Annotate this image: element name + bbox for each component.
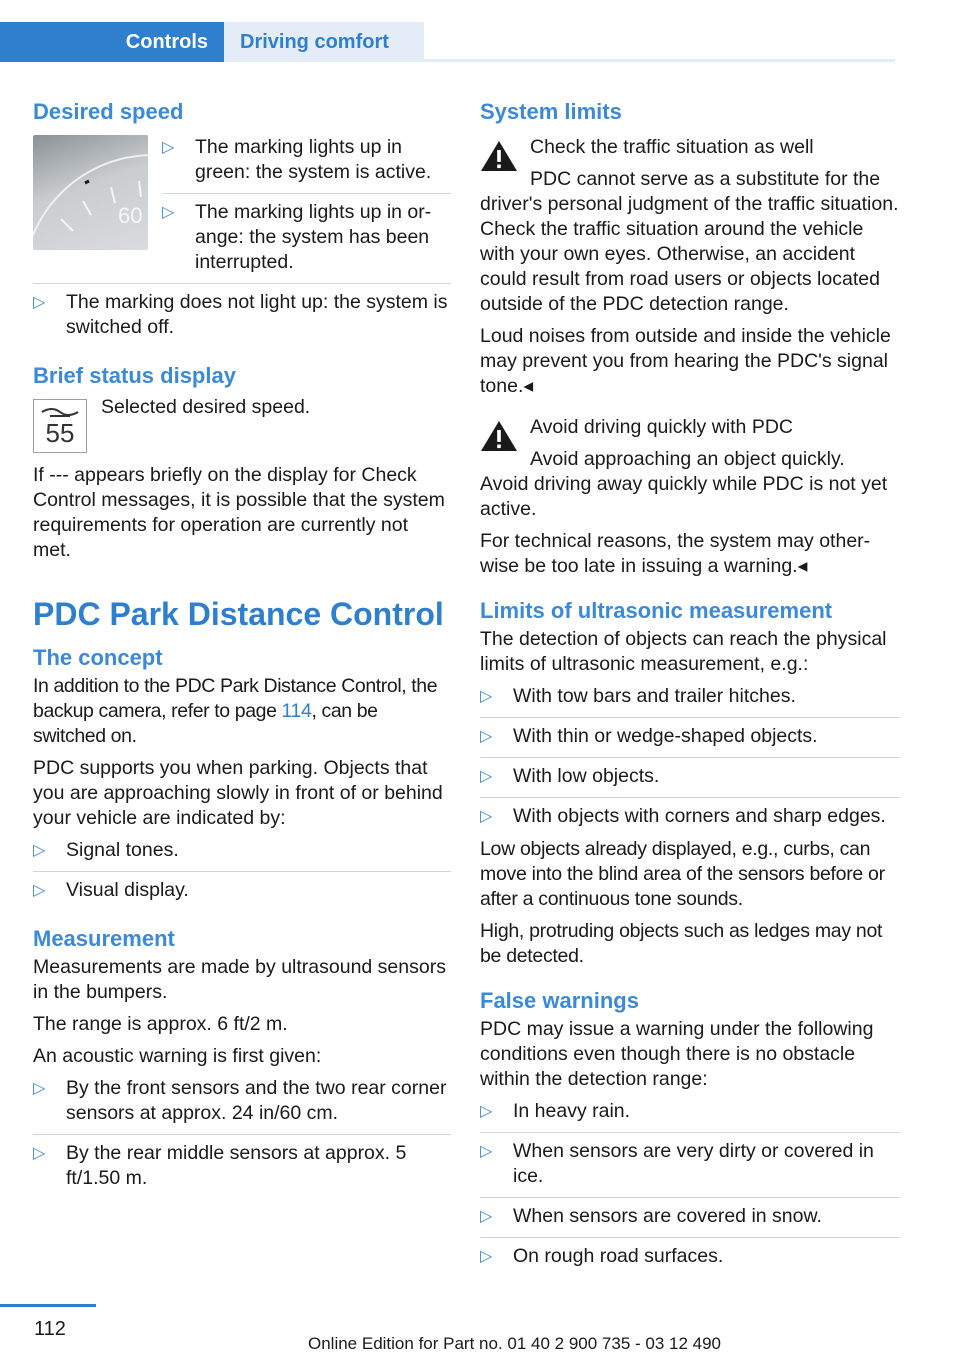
false-warnings-heading: False warnings	[480, 988, 639, 1013]
triangle-bullet-icon: ▷	[162, 139, 175, 156]
tab-controls[interactable]: Controls	[0, 22, 224, 62]
list-item: ▷ When sensors are very dirty or covered in ice.	[480, 1132, 900, 1197]
ultrasonic-intro: The detection of objects can reach the physical limits of ultrasonic measurement, e.g.:	[480, 628, 887, 675]
ultrasonic-heading: Limits of ultrasonic measurement	[480, 598, 833, 623]
measurement-paragraph-1: Measurements are made by ultrasound sensors in the bumpers.	[33, 956, 446, 1003]
triangle-bullet-icon: ▷	[480, 728, 493, 745]
desired-speed-figure-row	[33, 135, 451, 283]
list-item: ▷ Signal tones.	[33, 838, 451, 871]
list-item: ▷ With thin or wedge-shaped objects.	[480, 717, 900, 757]
svg-text:60: 60	[118, 203, 143, 228]
spacer	[33, 570, 451, 594]
false-warnings-list	[480, 1099, 900, 1277]
warning-block-1	[480, 135, 900, 192]
list-item: ▷ The marking lights up in orange: the system has been interrupted.	[162, 193, 451, 283]
ultrasonic-paragraph-2: High, protruding objects such as ledges may not be detected.	[480, 920, 883, 967]
list-item: ▷ With objects with corners and sharp edges.	[480, 797, 900, 837]
ultrasonic-paragraph-1: Low objects already displayed, e.g., curbs, can move into the blind area of the sensors before or after a continuous tone sounds.	[480, 838, 885, 910]
warning-triangle-icon	[480, 139, 518, 173]
header-tabs	[0, 0, 960, 62]
concept-heading: The concept	[33, 645, 163, 670]
list-item: ▷ When sensors are covered in snow.	[480, 1197, 900, 1237]
warning-1-line: PDC cannot serve as a substitute for the	[530, 168, 881, 190]
ultrasonic-list	[480, 684, 900, 837]
list-item: ▷ On rough road surfaces.	[480, 1237, 900, 1277]
warning-2-line: Avoid approaching an object quickly.	[530, 448, 845, 470]
triangle-bullet-icon: ▷	[480, 688, 493, 705]
false-warnings-intro: PDC may issue a warning under the following conditions even though there is no obstacle within the detection range:	[480, 1018, 874, 1090]
header-divider	[424, 59, 895, 62]
system-limits-heading: System limits	[480, 99, 622, 124]
list-item: ▷ By the rear middle sensors at approx. 5 ft/1.50 m.	[33, 1134, 451, 1199]
speedometer-image	[33, 135, 148, 250]
left-column	[33, 98, 451, 1199]
concept-paragraph-1: In addition to the PDC Park Distance Control, the backup camera, refer to page 114, can be switched on.	[33, 675, 438, 747]
desired-speed-heading: Desired speed	[33, 99, 184, 124]
brief-status-heading: Brief status display	[33, 363, 236, 388]
brief-status-row	[33, 396, 451, 453]
brief-status-paragraph: If --- appears briefly on the display for Check Control messages, it is possible that the system requirements for operation are currently not met.	[33, 464, 445, 561]
warning-1-body: driver's personal judgment of the traffic situation. Check the traffic situation around the vehicle with your own eyes. Otherwise, an accident could result from road users or objects located outside of the PDC detection range.	[480, 193, 899, 315]
edition-text: Online Edition for Part no. 01 40 2 900 735 - 03 12 490	[308, 1334, 722, 1353]
warning-2-paragraph-2: For technical reasons, the system may otherwise be too late in issuing a warning.◂	[480, 530, 871, 577]
desired-speed-list-2	[33, 283, 451, 348]
warning-triangle-icon	[480, 419, 518, 453]
measurement-paragraph-3: An acoustic warning is first given:	[33, 1045, 322, 1067]
triangle-bullet-icon: ▷	[33, 1080, 46, 1097]
list-item: ▷ With tow bars and trailer hitches.	[480, 684, 900, 717]
warning-2-lines	[530, 415, 845, 472]
concept-paragraph-2: PDC supports you when parking. Objects that you are approaching slowly in front of or behind your vehicle are indicated by:	[33, 757, 443, 829]
list-item: ▷ With low objects.	[480, 757, 900, 797]
speedometer-dial-icon	[33, 135, 148, 250]
measurement-paragraph-2: The range is approx. 6 ft/2 m.	[33, 1013, 288, 1035]
measurement-heading: Measurement	[33, 926, 175, 951]
triangle-bullet-icon: ▷	[33, 882, 46, 899]
concept-list	[33, 838, 451, 911]
list-item: ▷ The marking lights up in green: the system is active.	[162, 135, 451, 193]
list-item: ▷ The marking does not light up: the system is switched off.	[33, 290, 451, 348]
warning-2-title: Avoid driving quickly with PDC	[530, 416, 793, 438]
right-column	[480, 98, 900, 1277]
footer-accent-line	[0, 1304, 96, 1307]
tab-driving-comfort[interactable]: Driving comfort	[224, 22, 424, 62]
triangle-bullet-icon: ▷	[480, 1248, 493, 1265]
warning-1-title: Check the traffic situation as well	[530, 136, 814, 158]
warning-2-body: Avoid driving away quickly while PDC is not yet active.	[480, 473, 888, 520]
triangle-bullet-icon: ▷	[480, 1143, 493, 1160]
triangle-bullet-icon: ▷	[480, 768, 493, 785]
page-number: 112	[34, 1318, 66, 1340]
triangle-bullet-icon: ▷	[162, 204, 175, 221]
triangle-bullet-icon: ▷	[480, 1208, 493, 1225]
brief-status-caption: Selected desired speed.	[101, 396, 311, 418]
desired-speed-list	[162, 135, 451, 283]
warning-1-paragraph-2: Loud noises from outside and inside the vehicle may prevent you from hearing the PDC's signal tone.◂	[480, 325, 891, 397]
speed-status-icon	[33, 399, 87, 453]
measurement-list	[33, 1076, 451, 1199]
triangle-bullet-icon: ▷	[480, 1103, 493, 1120]
triangle-bullet-icon: ▷	[33, 1145, 46, 1162]
list-item: ▷ In heavy rain.	[480, 1099, 900, 1132]
triangle-bullet-icon: ▷	[33, 842, 46, 859]
status-speed-value: 55	[45, 418, 75, 448]
list-item: ▷ By the front sensors and the two rear corner sensors at approx. 24 in/60 cm.	[33, 1076, 451, 1134]
list-item: ▷ Visual display.	[33, 871, 451, 911]
triangle-bullet-icon: ▷	[480, 808, 493, 825]
warning-1-lines	[530, 135, 880, 192]
pdc-title: PDC Park Distance Control	[33, 596, 444, 632]
warning-block-2	[480, 415, 900, 472]
page-114-link[interactable]: 114	[281, 700, 312, 722]
triangle-bullet-icon: ▷	[33, 294, 46, 311]
